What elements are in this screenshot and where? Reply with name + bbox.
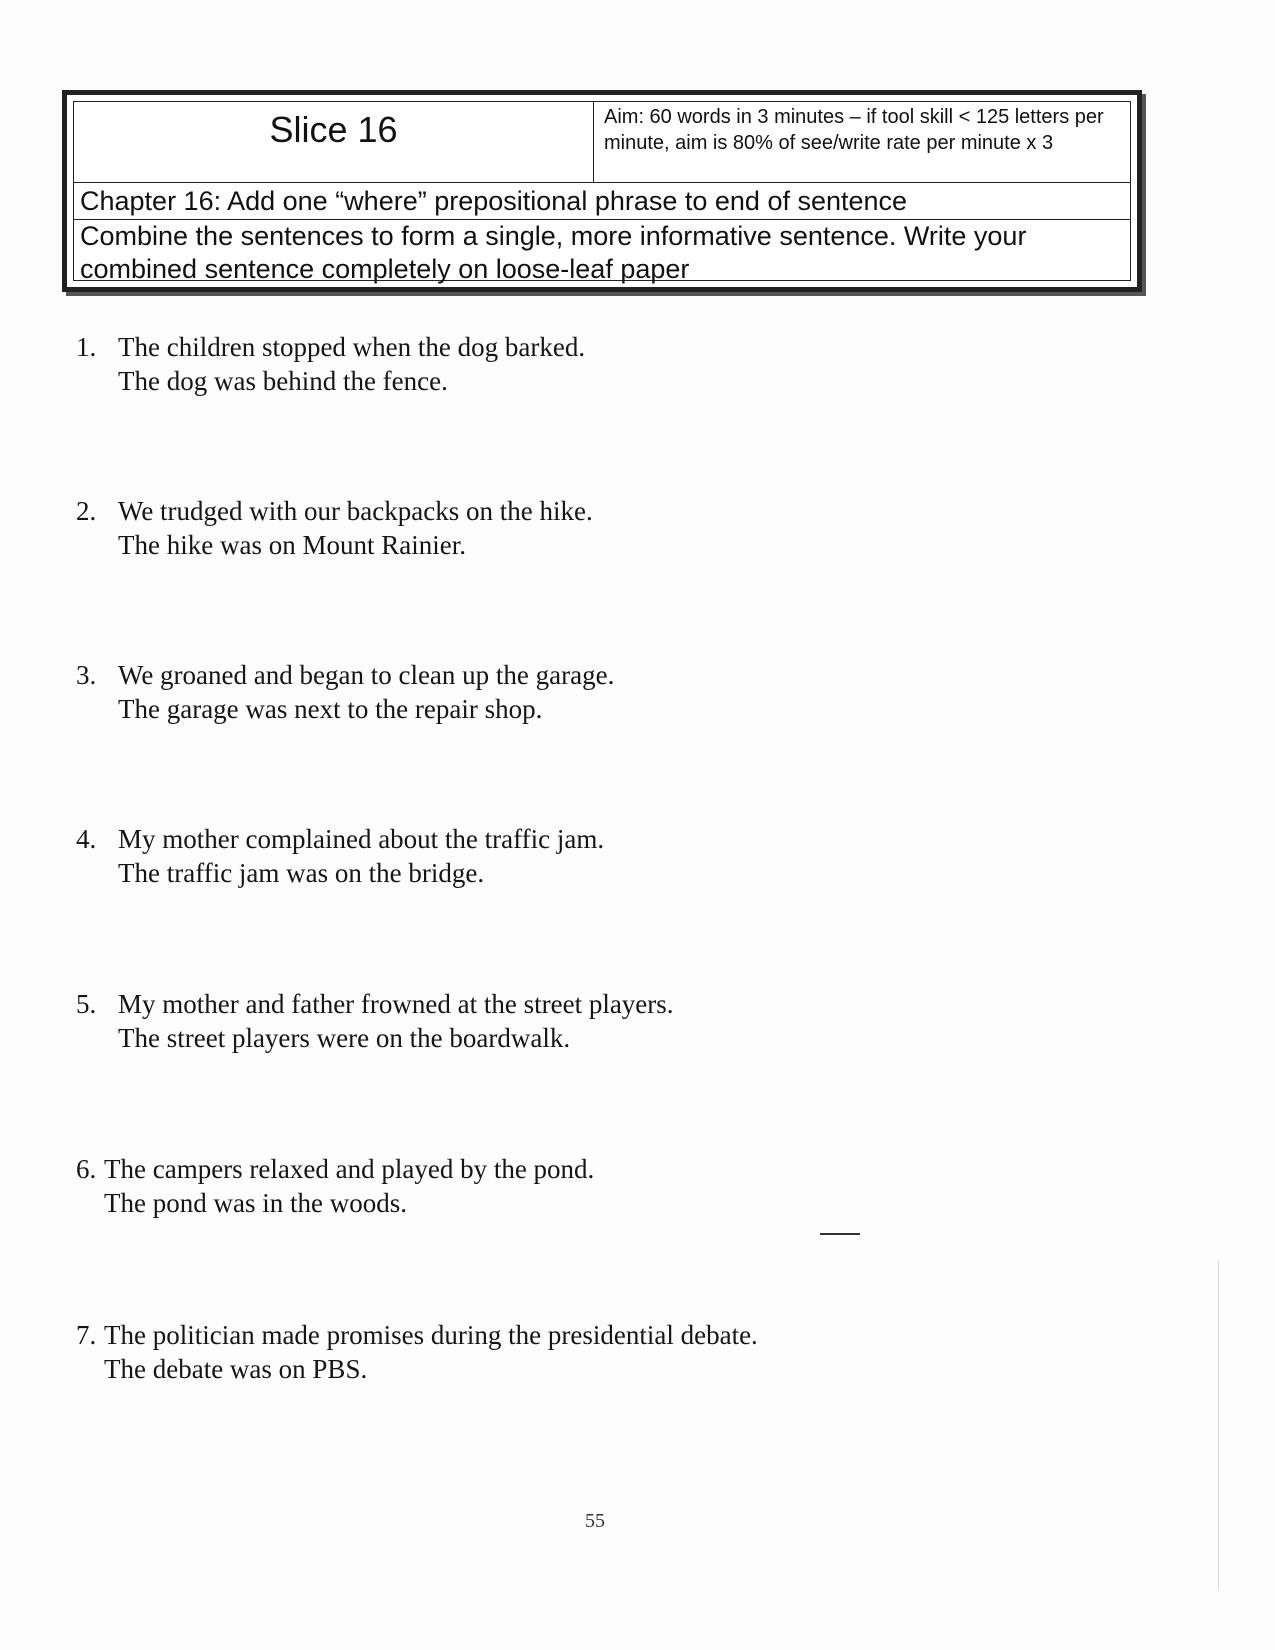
- exercise-number: 7.: [76, 1320, 97, 1350]
- header-box: [62, 90, 1142, 292]
- exercise-6: [76, 1152, 594, 1220]
- exercise-sentence-1: My mother complained about the traffic jam.: [118, 824, 605, 854]
- exercise-sentence-2: The dog was behind the fence.: [118, 366, 448, 396]
- exercise-sentence-1: The campers relaxed and played by the pond.: [104, 1154, 595, 1184]
- header-inner-border: [73, 101, 1131, 284]
- exercise-5: [76, 987, 674, 1055]
- exercise-number: 3.: [76, 660, 97, 690]
- exercise-number: 1.: [76, 332, 97, 362]
- exercise-sentence-1: The children stopped when the dog barked.: [118, 332, 586, 362]
- exercise-sentence-1: The politician made promises during the presidential debate.: [104, 1320, 758, 1350]
- stray-pen-mark: [820, 1233, 860, 1235]
- exercise-1: [76, 330, 585, 398]
- instructions-text: Combine the sentences to form a single, more informative sentence. Write your combined sentence completely on loose-leaf paper: [80, 221, 1027, 284]
- page-number: 55: [585, 1510, 605, 1532]
- exercise-7: [76, 1318, 758, 1386]
- exercise-sentence-2: The traffic jam was on the bridge.: [118, 858, 485, 888]
- exercise-sentence-2: The garage was next to the repair shop.: [118, 694, 543, 724]
- exercise-sentence-2: The pond was in the woods.: [104, 1188, 407, 1218]
- chapter-heading: Chapter 16: Add one “where” prepositional phrase to end of sentence: [74, 183, 1130, 220]
- header-top-row: [74, 102, 1130, 183]
- slice-title: Slice 16: [74, 102, 594, 182]
- exercise-sentence-2: The hike was on Mount Rainier.: [118, 530, 466, 560]
- exercise-3: [76, 658, 614, 726]
- exercise-sentence-1: We trudged with our backpacks on the hike.: [118, 496, 593, 526]
- exercise-sentence-1: My mother and father frowned at the street players.: [118, 989, 674, 1019]
- exercise-number: 2.: [76, 496, 97, 526]
- scan-edge-line: [1218, 1260, 1219, 1590]
- exercise-number: 4.: [76, 824, 97, 854]
- exercise-number: 6.: [76, 1154, 97, 1184]
- exercise-4: [76, 822, 604, 890]
- exercise-number: 5.: [76, 989, 97, 1019]
- exercise-2: [76, 494, 593, 562]
- exercise-sentence-2: The street players were on the boardwalk.: [118, 1023, 571, 1053]
- exercise-sentence-2: The debate was on PBS.: [104, 1354, 368, 1384]
- exercise-sentence-1: We groaned and began to clean up the garage.: [118, 660, 615, 690]
- aim-text: Aim: 60 words in 3 minutes – if tool skill < 125 letters per minute, aim is 80% of see/write rate per minute x 3: [604, 106, 1104, 154]
